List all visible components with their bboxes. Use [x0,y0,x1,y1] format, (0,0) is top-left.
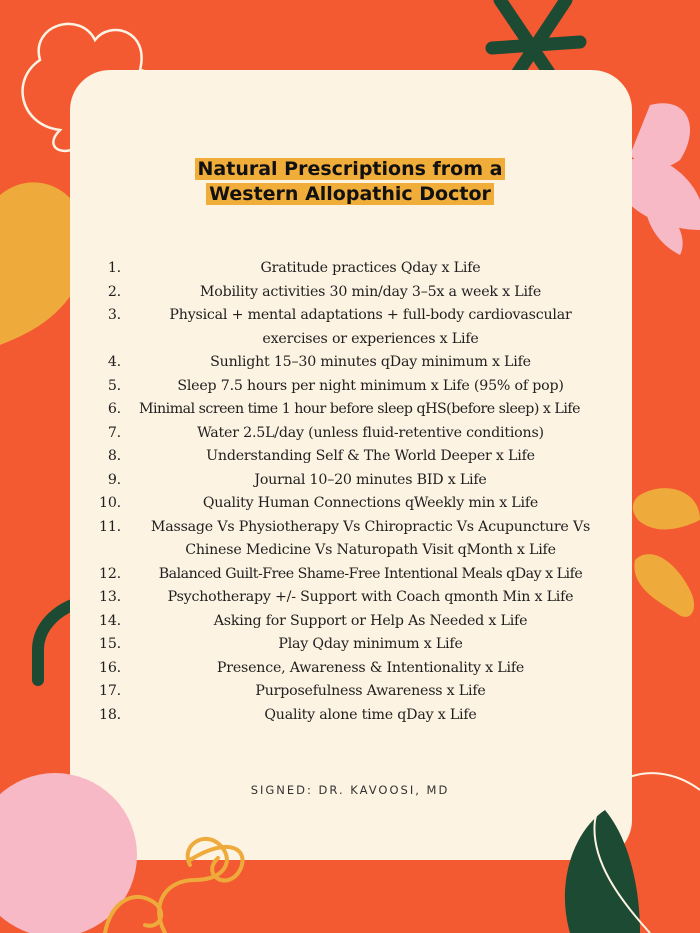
item-number: 2. [107,283,121,300]
list-item [96,586,620,610]
list-item [96,680,620,704]
item-number: 1. [107,260,121,276]
item-number: 5. [107,377,121,394]
list-item [96,304,620,351]
item-text: Physical + mental adaptations + full-body cardiovascular exercises or experiences x Life [169,307,572,347]
item-text: Quality Human Connections qWeekly min x Life [202,495,539,511]
item-text: Sunlight 15–30 minutes qDay minimum x Life [210,354,531,370]
item-number: 13. [99,589,121,605]
list-item [96,492,620,516]
item-number: 17. [99,683,121,699]
item-number: 3. [107,307,121,323]
item-text: Psychotherapy +/- Support with Coach qmonth Min x Life [167,589,574,605]
item-text: Balanced Guilt-Free Shame-Free Intentional Meals qDay x Life [158,565,583,582]
item-text: Journal 10–20 minutes BID x Life [254,471,487,488]
list-item [96,445,620,469]
item-text: Sleep 7.5 hours per night minimum x Life (95% of pop) [177,377,564,394]
signature: SIGNED: DR. KAVOOSI, MD [250,783,450,797]
list-item [96,257,620,281]
prescription-list [96,257,620,727]
item-number: 7. [107,424,121,441]
title-line-1: Natural Prescriptions from a [195,158,506,180]
item-number: 14. [99,612,121,629]
item-number: 15. [99,636,121,652]
item-number: 6. [107,401,121,417]
item-number: 4. [107,354,121,370]
list-item [96,704,620,728]
item-number: 16. [99,659,121,676]
list-item [96,422,620,446]
item-text: Asking for Support or Help As Needed x Life [213,612,528,629]
list-item [96,351,620,375]
item-number: 18. [99,706,121,723]
list-item [96,281,620,305]
item-text: Mobility activities 30 min/day 3–5x a week x Life [199,283,542,300]
item-text: Understanding Self & The World Deeper x Life [206,448,535,464]
item-number: 10. [99,495,121,511]
list-item [96,398,620,422]
list-item [96,375,620,399]
item-number: 9. [107,471,121,488]
item-number: 8. [107,448,121,464]
list-item [96,610,620,634]
item-number: 11. [99,518,121,535]
list-item [96,633,620,657]
page-title [0,157,700,207]
item-text: Minimal screen time 1 hour before sleep qHS(before sleep) x Life [138,401,581,417]
title-line-2: Western Allopathic Doctor [206,183,494,205]
item-number: 12. [99,565,121,582]
item-text: Quality alone time qDay x Life [264,706,477,723]
list-item [96,657,620,681]
item-text: Water 2.5L/day (unless fluid-retentive conditions) [197,424,544,441]
item-text: Gratitude practices Qday x Life [260,260,481,276]
item-text: Presence, Awareness & Intentionality x Life [216,659,525,676]
item-text: Massage Vs Physiotherapy Vs Chiropractic Vs Acupuncture Vs Chinese Medicine Vs Naturopath Visit qMonth x Life [150,518,591,558]
list-item [96,563,620,587]
item-text: Play Qday minimum x Life [278,636,463,652]
list-item [96,516,620,563]
item-text: Purposefulness Awareness x Life [255,683,486,699]
list-item [96,469,620,493]
